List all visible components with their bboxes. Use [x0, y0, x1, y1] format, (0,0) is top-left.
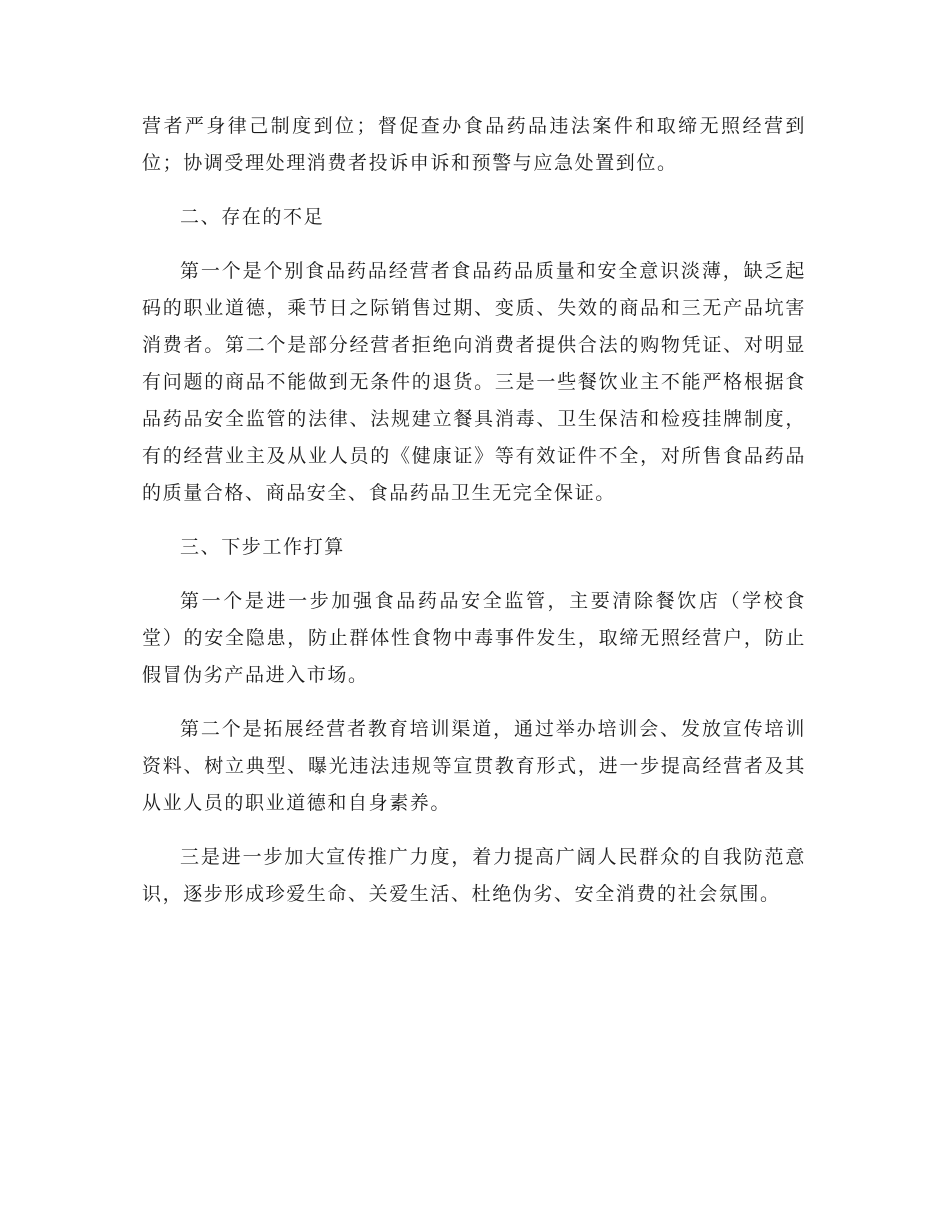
document-body [142, 108, 806, 930]
section-heading-next-plan: 三、下步工作打算 [180, 536, 345, 558]
paragraph-plan-1: 第一个是进一步加强食品药品安全监管，主要清除餐饮店（学校食堂）的安全隐患，防止群体性食物中毒事件发生，取缔无照经营户，防止假冒伪劣产品进入市场。 [142, 590, 806, 686]
paragraph-continuation: 营者严身律己制度到位；督促查办食品药品违法案件和取缔无照经营到位；协调受理处理消费者投诉申诉和预警与应急处置到位。 [142, 115, 806, 174]
section-heading-deficiencies: 二、存在的不足 [180, 206, 325, 228]
paragraph-plan-2: 第二个是拓展经营者教育培训渠道，通过举办培训会、发放宣传培训资料、树立典型、曝光违法违规等宣贯教育形式，进一步提高经营者及其从业人员的职业道德和自身素养。 [142, 718, 806, 814]
paragraph-plan-3: 三是进一步加大宣传推广力度，着力提高广阔人民群众的自我防范意识，逐步形成珍爱生命、关爱生活、杜绝伪劣、安全消费的社会氛围。 [142, 846, 806, 905]
paragraph-deficiencies: 第一个是个别食品药品经营者食品药品质量和安全意识淡薄，缺乏起码的职业道德，乘节日之际销售过期、变质、失效的商品和三无产品坑害消费者。第二个是部分经营者拒绝向消费者提供合法的购物凭证、对明显有问题的商品不能做到无条件的退货。三是一些餐饮业主不能严格根据食品药品安全监管的法律、法规建立餐具消毒、卫生保洁和检疫挂牌制度，有的经营业主及从业人员的《健康证》等有效证件不全，对所售食品药品的质量合格、商品安全、食品药品卫生无完全保证。 [142, 260, 806, 504]
